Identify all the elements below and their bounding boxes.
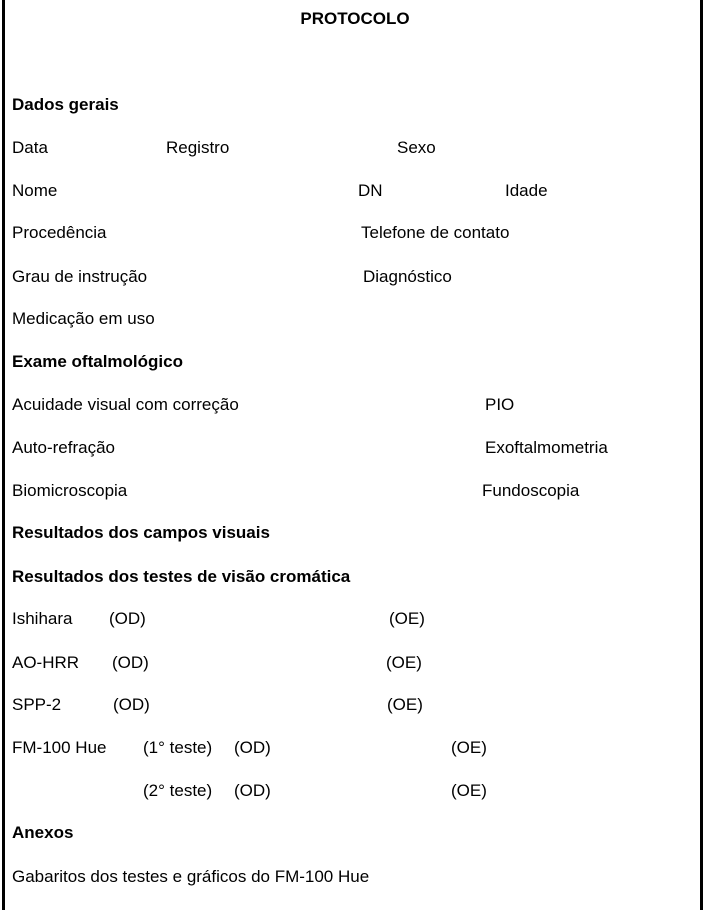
field-label-registro: Registro: [166, 138, 230, 157]
test-label-spp2: SPP-2: [12, 695, 62, 714]
field-label-nome: Nome: [12, 181, 58, 200]
document-title: PROTOCOLO: [300, 9, 410, 28]
field-label-acuidade: Acuidade visual com correção: [12, 395, 239, 414]
section-heading-anexos: Anexos: [12, 823, 74, 842]
eye-label-od: (OD): [234, 781, 271, 800]
section-heading-exame-oftalmologico: Exame oftalmológico: [12, 352, 183, 371]
section-heading-visao-cromatica: Resultados dos testes de visão cromática: [12, 567, 351, 586]
test-number-2: (2° teste): [143, 781, 213, 800]
eye-label-oe: (OE): [389, 609, 425, 628]
eye-label-oe: (OE): [386, 653, 422, 672]
field-label-idade: Idade: [505, 181, 548, 200]
anexos-text: Gabaritos dos testes e gráficos do FM-100 Hue: [12, 867, 370, 886]
field-label-medicacao: Medicação em uso: [12, 309, 155, 328]
eye-label-oe: (OE): [451, 781, 487, 800]
section-heading-dados-gerais: Dados gerais: [12, 95, 119, 114]
eye-label-oe: (OE): [387, 695, 423, 714]
field-label-biomicroscopia: Biomicroscopia: [12, 481, 128, 500]
field-label-pio: PIO: [485, 395, 515, 414]
test-label-ishihara: Ishihara: [12, 609, 73, 628]
eye-label-od: (OD): [109, 609, 146, 628]
test-number-1: (1° teste): [143, 738, 213, 757]
eye-label-od: (OD): [113, 695, 150, 714]
field-label-exoftalmometria: Exoftalmometria: [485, 438, 608, 457]
field-label-grau-instrucao: Grau de instrução: [12, 267, 148, 286]
field-label-telefone: Telefone de contato: [361, 223, 510, 242]
field-label-procedencia: Procedência: [12, 223, 107, 242]
field-label-diagnostico: Diagnóstico: [363, 267, 452, 286]
test-label-aohrr: AO-HRR: [12, 653, 80, 672]
field-label-dn: DN: [358, 181, 383, 200]
field-label-data: Data: [12, 138, 48, 157]
eye-label-od: (OD): [234, 738, 271, 757]
field-label-fundoscopia: Fundoscopia: [482, 481, 580, 500]
field-label-sexo: Sexo: [397, 138, 436, 157]
section-heading-campos-visuais: Resultados dos campos visuais: [12, 523, 270, 542]
test-label-fm100: FM-100 Hue: [12, 738, 107, 757]
eye-label-od: (OD): [112, 653, 149, 672]
field-label-autorefracao: Auto-refração: [12, 438, 115, 457]
eye-label-oe: (OE): [451, 738, 487, 757]
